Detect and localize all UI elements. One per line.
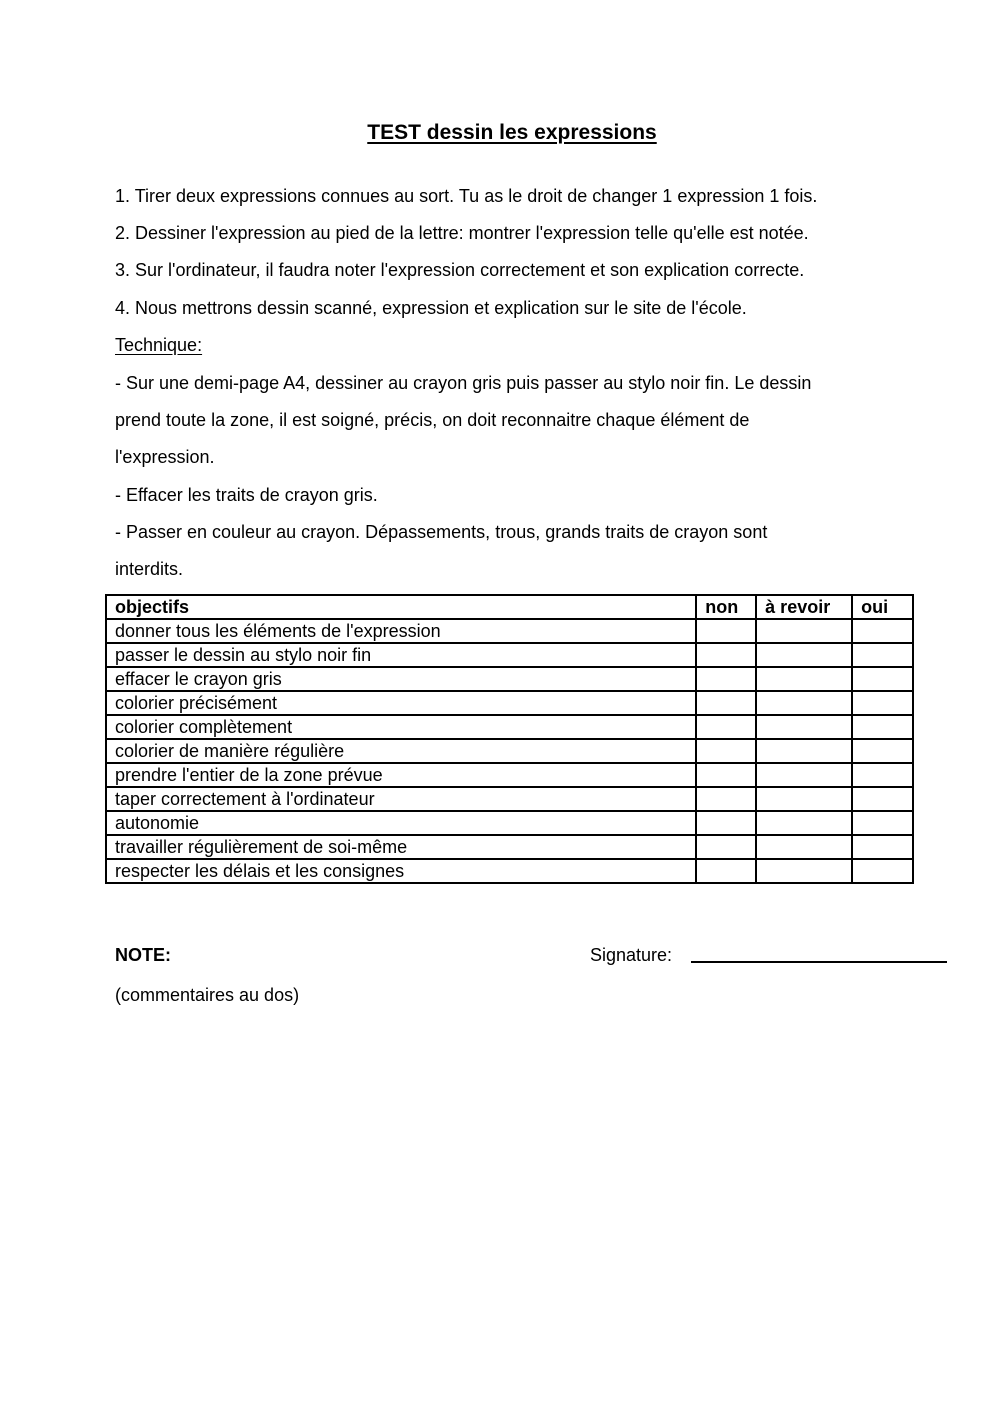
cell-oui (852, 835, 913, 859)
cell-a-revoir (756, 787, 852, 811)
cell-oui (852, 715, 913, 739)
table-row (106, 715, 913, 739)
cell-a-revoir (756, 667, 852, 691)
technique-line-2: prend toute la zone, il est soigné, précis, on doit reconnaitre chaque élément de (115, 410, 750, 430)
cell-non (696, 715, 756, 739)
cell-oui (852, 739, 913, 763)
comment-note: (commentaires au dos) (115, 985, 300, 1005)
table-row (106, 859, 913, 883)
cell-oui (852, 811, 913, 835)
header-a-revoir: à revoir (756, 595, 852, 619)
table-row (106, 667, 913, 691)
table-header-row (106, 595, 913, 619)
cell-non (696, 835, 756, 859)
cell-non (696, 787, 756, 811)
cell-oui (852, 667, 913, 691)
objectives-table (105, 594, 914, 884)
cell-a-revoir (756, 763, 852, 787)
cell-non (696, 643, 756, 667)
cell-a-revoir (756, 859, 852, 883)
objective-label: autonomie (106, 811, 696, 835)
objective-label: colorier de manière régulière (106, 739, 696, 763)
table-row (106, 619, 913, 643)
table-row (106, 763, 913, 787)
objective-label: prendre l'entier de la zone prévue (106, 763, 696, 787)
signature-label: Signature: (590, 945, 673, 965)
table-row (106, 787, 913, 811)
instruction-2: 2. Dessiner l'expression au pied de la lettre: montrer l'expression telle qu'elle est notée. (115, 223, 809, 243)
table-row (106, 643, 913, 667)
objective-label: taper correctement à l'ordinateur (106, 787, 696, 811)
cell-a-revoir (756, 691, 852, 715)
header-oui: oui (852, 595, 913, 619)
objective-label: passer le dessin au stylo noir fin (106, 643, 696, 667)
cell-a-revoir (756, 715, 852, 739)
cell-oui (852, 691, 913, 715)
technique-line-1: - Sur une demi-page A4, dessiner au crayon gris puis passer au stylo noir fin. Le dessin (115, 373, 812, 393)
page-title: TEST dessin les expressions (367, 121, 657, 144)
cell-oui (852, 643, 913, 667)
cell-a-revoir (756, 739, 852, 763)
instruction-3: 3. Sur l'ordinateur, il faudra noter l'expression correctement et son explication correcte. (115, 260, 805, 280)
objective-label: effacer le crayon gris (106, 667, 696, 691)
objective-label: travailler régulièrement de soi-même (106, 835, 696, 859)
cell-oui (852, 787, 913, 811)
instruction-4: 4. Nous mettrons dessin scanné, expression et explication sur le site de l'école. (115, 298, 747, 318)
cell-oui (852, 859, 913, 883)
objective-label: respecter les délais et les consignes (106, 859, 696, 883)
technique-line-3: l'expression. (115, 447, 215, 467)
signature-line (691, 961, 947, 963)
cell-a-revoir (756, 619, 852, 643)
table-row (106, 835, 913, 859)
objective-label: colorier précisément (106, 691, 696, 715)
cell-non (696, 691, 756, 715)
objective-label: donner tous les éléments de l'expression (106, 619, 696, 643)
cell-a-revoir (756, 811, 852, 835)
note-label: NOTE: (115, 945, 171, 965)
technique-line-5: - Passer en couleur au crayon. Dépassements, trous, grands traits de crayon sont (115, 522, 768, 542)
cell-a-revoir (756, 835, 852, 859)
technique-heading: Technique: (115, 335, 203, 355)
table-row (106, 739, 913, 763)
objective-label: colorier complètement (106, 715, 696, 739)
cell-non (696, 763, 756, 787)
instruction-1: 1. Tirer deux expressions connues au sort. Tu as le droit de changer 1 expression 1 fois. (115, 186, 818, 206)
technique-line-6: interdits. (115, 559, 184, 579)
cell-non (696, 811, 756, 835)
cell-a-revoir (756, 643, 852, 667)
cell-non (696, 859, 756, 883)
cell-non (696, 619, 756, 643)
technique-line-4: - Effacer les traits de crayon gris. (115, 485, 378, 505)
cell-non (696, 667, 756, 691)
cell-oui (852, 763, 913, 787)
table-row (106, 691, 913, 715)
table-row (106, 811, 913, 835)
cell-oui (852, 619, 913, 643)
header-objectifs: objectifs (106, 595, 696, 619)
header-non: non (696, 595, 756, 619)
cell-non (696, 739, 756, 763)
